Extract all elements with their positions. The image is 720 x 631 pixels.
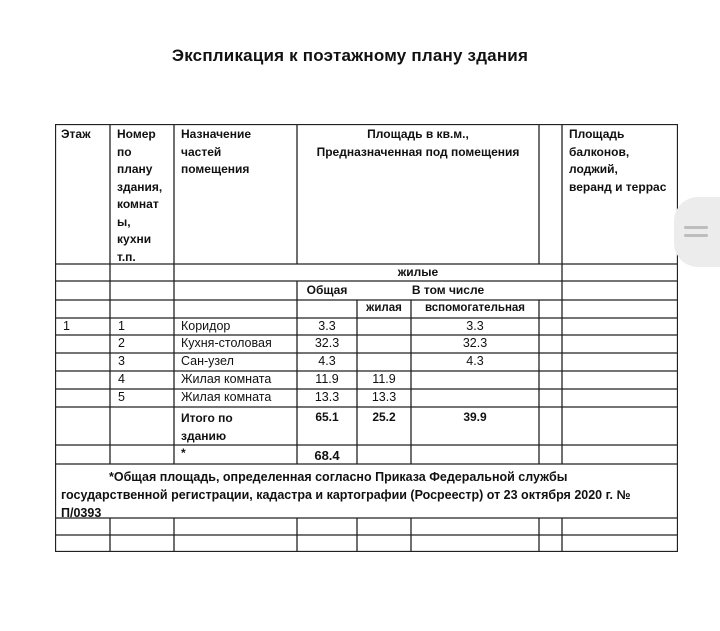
cell-aux-area: 3.3 <box>466 319 484 333</box>
summary-total-area: 65.1 <box>315 410 339 424</box>
cell-living-area: 13.3 <box>371 390 397 404</box>
cell-room-number: 4 <box>118 372 125 386</box>
footnote-line-1: *Общая площадь, определенная согласно Приказа Федеральной службы <box>109 470 568 484</box>
explication-table <box>55 124 678 552</box>
cell-total-area: 3.3 <box>318 319 336 333</box>
header-including: В том числе <box>411 283 485 297</box>
cell-room-name: Жилая комната <box>181 372 272 386</box>
cell-total-area: 11.9 <box>315 372 339 386</box>
handle-bar-icon <box>684 226 708 229</box>
header-area: Площадь в кв.м., Предназначенная под помещения <box>316 127 520 159</box>
summary-aux-area: 39.9 <box>463 410 487 424</box>
header-purpose: Назначение частей помещения <box>181 127 252 176</box>
handle-bar-icon <box>684 234 708 237</box>
cell-aux-area: 32.3 <box>462 336 488 350</box>
cell-room-name: Жилая комната <box>181 390 272 404</box>
cell-total-area: 32.3 <box>314 336 340 350</box>
summary-living-area: 25.2 <box>372 410 396 424</box>
summary-label: Итого по зданию <box>181 411 233 443</box>
cell-total-area: 13.3 <box>314 390 340 404</box>
header-total: Общая <box>306 283 348 297</box>
cell-room-number: 2 <box>118 336 125 350</box>
cell-floor: 1 <box>63 319 70 333</box>
asterisk-mark: * <box>181 446 186 460</box>
adjusted-total-area: 68.4 <box>314 448 340 463</box>
cell-room-number: 5 <box>118 390 125 404</box>
footnote-line-3: П/0393 <box>61 506 102 520</box>
cell-living-area: 11.9 <box>372 372 396 386</box>
cell-room-number: 1 <box>118 319 125 333</box>
header-living: жилая <box>366 302 402 314</box>
document-title: Экспликация к поэтажному плану здания <box>171 46 529 65</box>
cell-total-area: 4.3 <box>318 354 336 368</box>
footnote <box>61 468 673 522</box>
header-room-number: Номер по плану здания, комнат ы, кухни т.п. <box>117 127 163 264</box>
cell-room-number: 3 <box>118 354 125 368</box>
cell-room-name: Сан-узел <box>181 354 234 368</box>
side-menu-handle[interactable] <box>674 197 720 267</box>
cell-room-name: Коридор <box>181 319 231 333</box>
footnote-line-2: государственной регистрации, кадастра и картографии (Росреестр) от 23 октября 2020 г. № <box>61 488 631 502</box>
header-floor: Этаж <box>61 127 91 141</box>
header-balcony-area: Площадь балконов, лоджий, веранд и террас <box>569 127 667 194</box>
header-living-group: жилые <box>397 265 439 279</box>
cell-aux-area: 4.3 <box>466 354 484 368</box>
header-auxiliary: вспомогательная <box>424 302 526 314</box>
cell-room-name: Кухня-столовая <box>181 336 272 350</box>
